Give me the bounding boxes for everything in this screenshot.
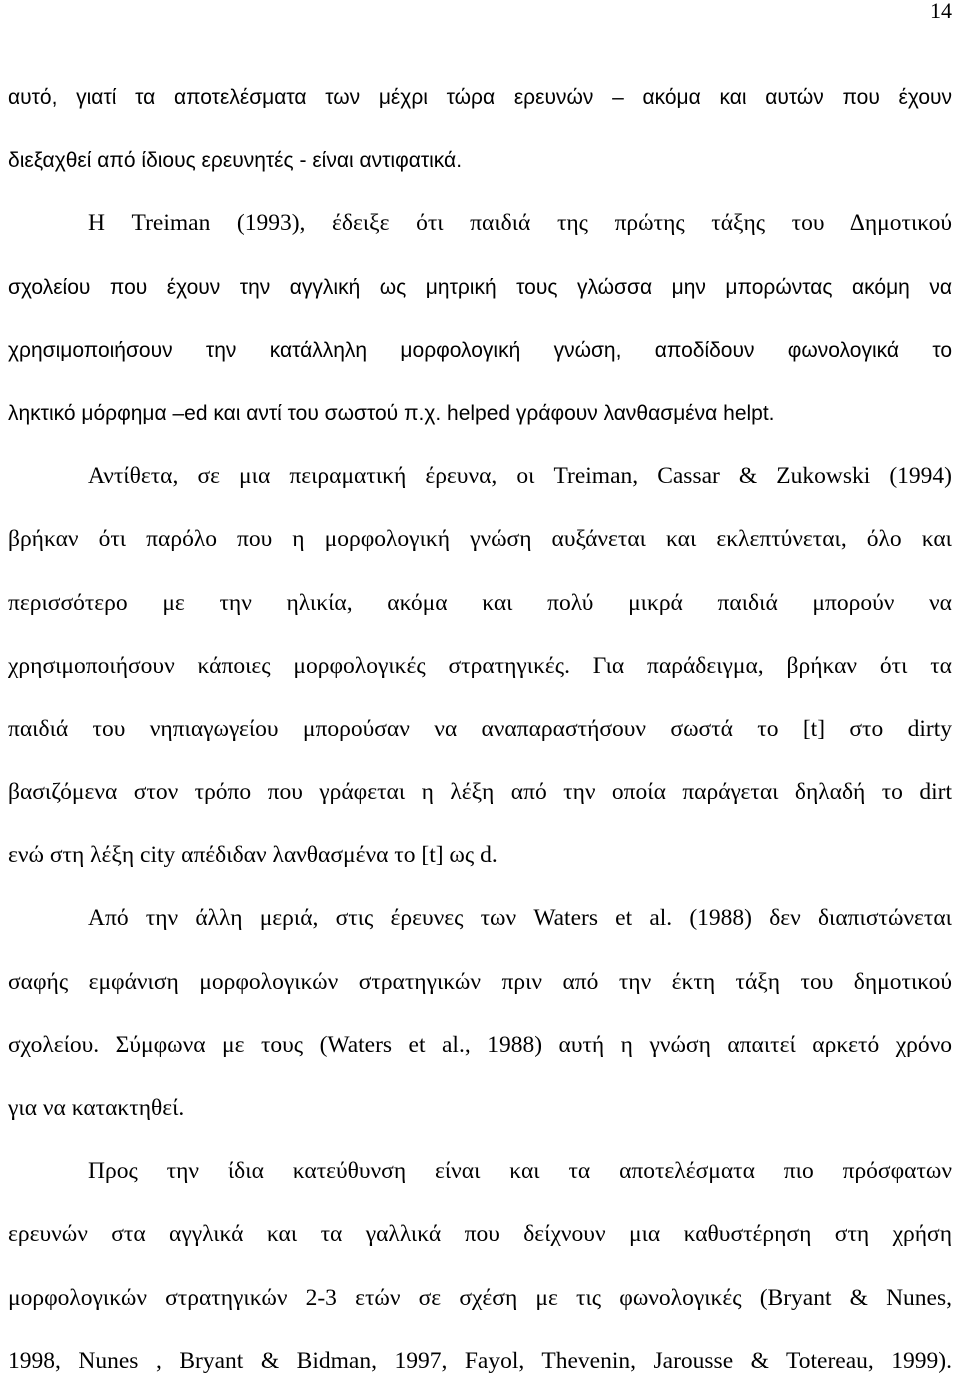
text-line: σαφής εμφάνιση μορφολογικών στρατηγικών πριν από την έκτη τάξη του δημοτικού — [8, 968, 952, 995]
text-line: σχολείου. Σύμφωνα με τους (Waters et al., 1988) αυτή η γνώση απαιτεί αρκετό χρόνο — [8, 1031, 952, 1058]
text-line: 1998, Nunes , Bryant & Bidman, 1997, Fayol, Thevenin, Jarousse & Totereau, 1999). — [8, 1347, 952, 1374]
text-line: Αντίθετα, σε μια πειραματική έρευνα, οι Treiman, Cassar & Zukowski (1994) — [88, 463, 952, 490]
text-line: χρησιμοποιήσουν την κατάλληλη μορφολογική γνώση, αποδίδουν φωνολογικά το — [8, 338, 952, 362]
page-number: 14 — [930, 0, 952, 23]
document-body — [8, 66, 952, 1393]
text-line: ληκτικό μόρφημα –ed και αντί του σωστού π.χ. helped γράφουν λανθασμένα helpt. — [8, 401, 775, 425]
text-line: βρήκαν ότι παρόλο που η μορφολογική γνώση αυξάνεται και εκλεπτύνεται, όλο και — [8, 526, 952, 553]
text-line: διεξαχθεί από ίδιους ερευνητές - είναι αντιφατικά. — [8, 149, 463, 173]
text-line: ενώ στη λέξη city απέδιδαν λανθασμένα το [t] ως d. — [8, 842, 498, 869]
text-line: βασιζόμενα στον τρόπο που γράφεται η λέξη από την οποία παράγεται δηλαδή το dirt — [8, 779, 952, 806]
text-line: Από την άλλη μεριά, στις έρευνες των Waters et al. (1988) δεν διαπιστώνεται — [88, 905, 952, 932]
text-line: περισσότερο με την ηλικία, ακόμα και πολύ μικρά παιδιά μπορούν να — [8, 589, 952, 616]
text-line: μορφολογικών στρατηγικών 2-3 ετών σε σχέση με τις φωνολογικές (Bryant & Nunes, — [8, 1284, 952, 1311]
text-line: Η Treiman (1993), έδειξε ότι παιδιά της πρώτης τάξης του Δημοτικού — [88, 210, 952, 237]
text-line: ερευνών στα αγγλικά και τα γαλλικά που δείχνουν μια καθυστέρηση στη χρήση — [8, 1221, 952, 1248]
text-line: παιδιά του νηπιαγωγείου μπορούσαν να αναπαραστήσουν σωστά το [t] στο dirty — [8, 715, 952, 742]
text-line: αυτό, γιατί τα αποτελέσματα των μέχρι τώρα ερευνών – ακόμα και αυτών που έχουν — [8, 86, 952, 109]
text-line: Προς την ίδια κατεύθυνση είναι και τα αποτελέσματα πιο πρόσφατων — [88, 1158, 952, 1185]
text-line: σχολείου που έχουν την αγγλική ως μητρική τους γλώσσα μην μπορώντας ακόμη να — [8, 275, 952, 299]
text-line: για να κατακτηθεί. — [8, 1095, 185, 1121]
text-line: χρησιμοποιήσουν κάποιες μορφολογικές στρατηγικές. Για παράδειγμα, βρήκαν ότι τα — [8, 652, 952, 679]
